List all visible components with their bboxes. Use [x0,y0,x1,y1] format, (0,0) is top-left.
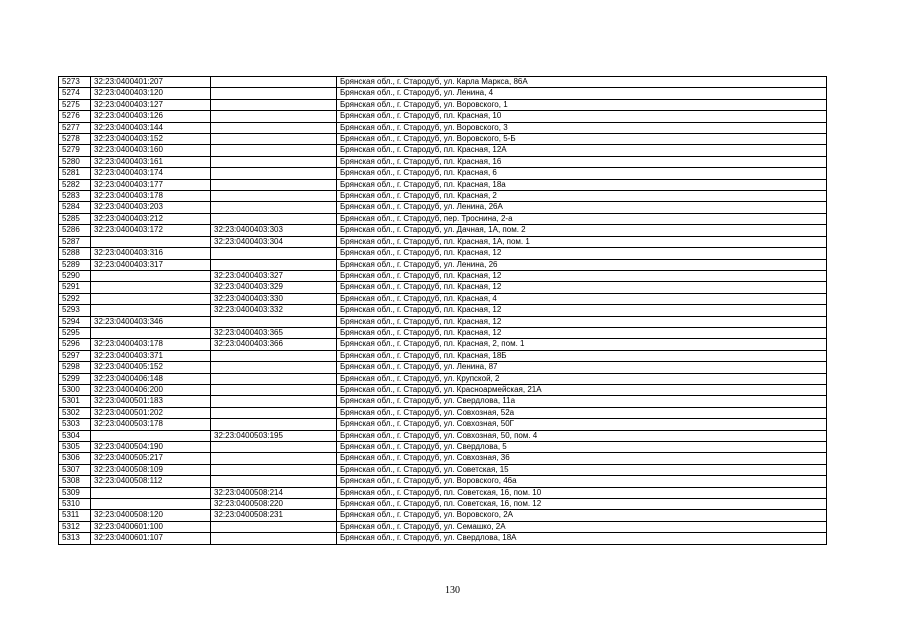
address-cell: Брянская обл., г. Стародуб, ул. Карла Маркса, 86А [337,77,827,88]
table-row [59,179,827,190]
table-row [59,305,827,316]
parcel-cadastral-cell [91,293,211,304]
table-row [59,453,827,464]
row-number-cell: 5287 [59,236,91,247]
row-number-cell: 5303 [59,419,91,430]
building-cadastral-cell [211,202,337,213]
row-number-cell: 5289 [59,259,91,270]
address-cell: Брянская обл., г. Стародуб, пл. Красная, 2 [337,191,827,202]
row-number-cell: 5275 [59,99,91,110]
table-row [59,396,827,407]
address-cell: Брянская обл., г. Стародуб, пл. Красная, 6 [337,168,827,179]
row-number-cell: 5277 [59,122,91,133]
address-cell: Брянская обл., г. Стародуб, ул. Совхозная, 50Г [337,419,827,430]
parcel-cadastral-cell: 32:23:0400403:144 [91,122,211,133]
row-number-cell: 5297 [59,350,91,361]
parcel-cadastral-cell [91,499,211,510]
parcel-cadastral-cell: 32:23:0400403:178 [91,339,211,350]
address-cell: Брянская обл., г. Стародуб, пл. Красная, 1А, пом. 1 [337,236,827,247]
table-row [59,339,827,350]
parcel-cadastral-cell [91,282,211,293]
building-cadastral-cell [211,419,337,430]
row-number-cell: 5300 [59,384,91,395]
parcel-cadastral-cell [91,270,211,281]
row-number-cell: 5276 [59,111,91,122]
address-cell: Брянская обл., г. Стародуб, ул. Ленина, 87 [337,362,827,373]
building-cadastral-cell: 32:23:0400403:329 [211,282,337,293]
building-cadastral-cell [211,213,337,224]
table-row [59,156,827,167]
table-row [59,213,827,224]
parcel-cadastral-cell: 32:23:0400508:112 [91,476,211,487]
registry-table-body [59,77,827,545]
building-cadastral-cell: 32:23:0400508:220 [211,499,337,510]
address-cell: Брянская обл., г. Стародуб, ул. Воровского, 1 [337,99,827,110]
address-cell: Брянская обл., г. Стародуб, ул. Свердлова, 18А [337,533,827,544]
address-cell: Брянская обл., г. Стародуб, ул. Ленина, 4 [337,88,827,99]
address-cell: Брянская обл., г. Стародуб, ул. Ленина, 26А [337,202,827,213]
address-cell: Брянская обл., г. Стародуб, ул. Свердлова, 5 [337,442,827,453]
parcel-cadastral-cell: 32:23:0400508:109 [91,464,211,475]
table-row [59,384,827,395]
table-row [59,419,827,430]
building-cadastral-cell [211,191,337,202]
building-cadastral-cell [211,77,337,88]
building-cadastral-cell [211,168,337,179]
row-number-cell: 5278 [59,134,91,145]
parcel-cadastral-cell: 32:23:0400403:178 [91,191,211,202]
parcel-cadastral-cell: 32:23:0400504:190 [91,442,211,453]
address-cell: Брянская обл., г. Стародуб, ул. Совхозная, 36 [337,453,827,464]
address-cell: Брянская обл., г. Стародуб, пл. Красная, 12 [337,316,827,327]
table-row [59,442,827,453]
building-cadastral-cell [211,384,337,395]
table-row [59,533,827,544]
parcel-cadastral-cell: 32:23:0400405:152 [91,362,211,373]
row-number-cell: 5284 [59,202,91,213]
parcel-cadastral-cell: 32:23:0400403:371 [91,350,211,361]
table-row [59,122,827,133]
table-row [59,499,827,510]
parcel-cadastral-cell: 32:23:0400403:212 [91,213,211,224]
address-cell: Брянская обл., г. Стародуб, пл. Красная, 4 [337,293,827,304]
parcel-cadastral-cell: 32:23:0400403:203 [91,202,211,213]
row-number-cell: 5296 [59,339,91,350]
parcel-cadastral-cell [91,430,211,441]
table-row [59,362,827,373]
parcel-cadastral-cell: 32:23:0400601:107 [91,533,211,544]
building-cadastral-cell [211,464,337,475]
row-number-cell: 5281 [59,168,91,179]
address-cell: Брянская обл., г. Стародуб, пл. Красная, 12 [337,248,827,259]
row-number-cell: 5310 [59,499,91,510]
table-row [59,202,827,213]
row-number-cell: 5313 [59,533,91,544]
address-cell: Брянская обл., г. Стародуб, ул. Воровского, 46а [337,476,827,487]
parcel-cadastral-cell: 32:23:0400403:172 [91,225,211,236]
address-cell: Брянская обл., г. Стародуб, ул. Свердлова, 11а [337,396,827,407]
table-row [59,259,827,270]
row-number-cell: 5302 [59,407,91,418]
address-cell: Брянская обл., г. Стародуб, пл. Красная, 12 [337,327,827,338]
address-cell: Брянская обл., г. Стародуб, ул. Воровского, 5-Б [337,134,827,145]
address-cell: Брянская обл., г. Стародуб, ул. Семашко, 2А [337,521,827,532]
building-cadastral-cell [211,156,337,167]
table-row [59,134,827,145]
table-row [59,99,827,110]
table-row [59,407,827,418]
row-number-cell: 5286 [59,225,91,236]
building-cadastral-cell [211,476,337,487]
parcel-cadastral-cell: 32:23:0400406:200 [91,384,211,395]
row-number-cell: 5308 [59,476,91,487]
table-row [59,327,827,338]
table-row [59,145,827,156]
row-number-cell: 5273 [59,77,91,88]
parcel-cadastral-cell: 32:23:0400403:152 [91,134,211,145]
building-cadastral-cell [211,88,337,99]
row-number-cell: 5279 [59,145,91,156]
building-cadastral-cell [211,145,337,156]
row-number-cell: 5304 [59,430,91,441]
row-number-cell: 5288 [59,248,91,259]
row-number-cell: 5299 [59,373,91,384]
address-cell: Брянская обл., г. Стародуб, пл. Красная, 18а [337,179,827,190]
table-row [59,111,827,122]
table-row [59,248,827,259]
table-row [59,225,827,236]
building-cadastral-cell: 32:23:0400403:366 [211,339,337,350]
building-cadastral-cell: 32:23:0400403:304 [211,236,337,247]
parcel-cadastral-cell: 32:23:0400403:161 [91,156,211,167]
building-cadastral-cell [211,521,337,532]
page-number: 130 [445,585,460,596]
table-row [59,510,827,521]
building-cadastral-cell [211,407,337,418]
table-row [59,521,827,532]
address-cell: Брянская обл., г. Стародуб, пер. Троснина, 2-а [337,213,827,224]
table-row [59,316,827,327]
parcel-cadastral-cell: 32:23:0400403:177 [91,179,211,190]
address-cell: Брянская обл., г. Стародуб, ул. Советская, 15 [337,464,827,475]
row-number-cell: 5307 [59,464,91,475]
address-cell: Брянская обл., г. Стародуб, ул. Совхозная, 52а [337,407,827,418]
address-cell: Брянская обл., г. Стародуб, ул. Совхозная, 50, пом. 4 [337,430,827,441]
table-row [59,88,827,99]
building-cadastral-cell: 32:23:0400508:231 [211,510,337,521]
parcel-cadastral-cell: 32:23:0400403:160 [91,145,211,156]
parcel-cadastral-cell: 32:23:0400508:120 [91,510,211,521]
row-number-cell: 5292 [59,293,91,304]
address-cell: Брянская обл., г. Стародуб, пл. Красная, 16 [337,156,827,167]
row-number-cell: 5280 [59,156,91,167]
parcel-cadastral-cell: 32:23:0400406:148 [91,373,211,384]
table-row [59,191,827,202]
address-cell: Брянская обл., г. Стародуб, пл. Красная, 12 [337,270,827,281]
parcel-cadastral-cell: 32:23:0400403:126 [91,111,211,122]
building-cadastral-cell [211,396,337,407]
building-cadastral-cell [211,99,337,110]
address-cell: Брянская обл., г. Стародуб, ул. Воровского, 2А [337,510,827,521]
parcel-cadastral-cell: 32:23:0400403:317 [91,259,211,270]
row-number-cell: 5294 [59,316,91,327]
building-cadastral-cell [211,453,337,464]
address-cell: Брянская обл., г. Стародуб, пл. Красная, 12 [337,305,827,316]
parcel-cadastral-cell: 32:23:0400501:202 [91,407,211,418]
building-cadastral-cell: 32:23:0400403:327 [211,270,337,281]
address-cell: Брянская обл., г. Стародуб, пл. Красная, 12 [337,282,827,293]
row-number-cell: 5311 [59,510,91,521]
building-cadastral-cell: 32:23:0400403:330 [211,293,337,304]
parcel-cadastral-cell: 32:23:0400403:346 [91,316,211,327]
row-number-cell: 5298 [59,362,91,373]
parcel-cadastral-cell: 32:23:0400501:183 [91,396,211,407]
parcel-cadastral-cell [91,236,211,247]
building-cadastral-cell [211,259,337,270]
row-number-cell: 5290 [59,270,91,281]
row-number-cell: 5309 [59,487,91,498]
table-row [59,350,827,361]
parcel-cadastral-cell: 32:23:0400505:217 [91,453,211,464]
row-number-cell: 5285 [59,213,91,224]
table-row [59,476,827,487]
table-row [59,77,827,88]
parcel-cadastral-cell: 32:23:0400403:174 [91,168,211,179]
row-number-cell: 5305 [59,442,91,453]
registry-table [58,76,827,545]
row-number-cell: 5293 [59,305,91,316]
building-cadastral-cell [211,122,337,133]
address-cell: Брянская обл., г. Стародуб, пл. Советская, 16, пом. 10 [337,487,827,498]
table-row [59,430,827,441]
address-cell: Брянская обл., г. Стародуб, пл. Красная, 2, пом. 1 [337,339,827,350]
parcel-cadastral-cell: 32:23:0400503:178 [91,419,211,430]
row-number-cell: 5295 [59,327,91,338]
building-cadastral-cell [211,111,337,122]
row-number-cell: 5291 [59,282,91,293]
building-cadastral-cell [211,350,337,361]
parcel-cadastral-cell: 32:23:0400403:316 [91,248,211,259]
address-cell: Брянская обл., г. Стародуб, пл. Советская, 16, пом. 12 [337,499,827,510]
table-row [59,282,827,293]
building-cadastral-cell [211,533,337,544]
building-cadastral-cell: 32:23:0400508:214 [211,487,337,498]
parcel-cadastral-cell [91,487,211,498]
address-cell: Брянская обл., г. Стародуб, пл. Красная, 10 [337,111,827,122]
table-row [59,168,827,179]
address-cell: Брянская обл., г. Стародуб, ул. Ленина, 26 [337,259,827,270]
parcel-cadastral-cell: 32:23:0400601:100 [91,521,211,532]
building-cadastral-cell [211,373,337,384]
building-cadastral-cell: 32:23:0400403:365 [211,327,337,338]
building-cadastral-cell [211,362,337,373]
row-number-cell: 5283 [59,191,91,202]
building-cadastral-cell: 32:23:0400403:332 [211,305,337,316]
row-number-cell: 5301 [59,396,91,407]
parcel-cadastral-cell [91,327,211,338]
building-cadastral-cell [211,248,337,259]
row-number-cell: 5306 [59,453,91,464]
parcel-cadastral-cell: 32:23:0400403:127 [91,99,211,110]
table-row [59,293,827,304]
parcel-cadastral-cell: 32:23:0400403:120 [91,88,211,99]
address-cell: Брянская обл., г. Стародуб, ул. Дачная, 1А, пом. 2 [337,225,827,236]
table-row [59,236,827,247]
address-cell: Брянская обл., г. Стародуб, ул. Воровского, 3 [337,122,827,133]
address-cell: Брянская обл., г. Стародуб, пл. Красная, 12А [337,145,827,156]
table-row [59,270,827,281]
address-cell: Брянская обл., г. Стародуб, ул. Красноармейская, 21А [337,384,827,395]
building-cadastral-cell [211,134,337,145]
address-cell: Брянская обл., г. Стародуб, ул. Крупской, 2 [337,373,827,384]
table-row [59,373,827,384]
building-cadastral-cell [211,442,337,453]
row-number-cell: 5312 [59,521,91,532]
building-cadastral-cell [211,316,337,327]
row-number-cell: 5274 [59,88,91,99]
table-row [59,487,827,498]
parcel-cadastral-cell [91,305,211,316]
table-row [59,464,827,475]
building-cadastral-cell: 32:23:0400503:195 [211,430,337,441]
building-cadastral-cell [211,179,337,190]
building-cadastral-cell: 32:23:0400403:303 [211,225,337,236]
address-cell: Брянская обл., г. Стародуб, пл. Красная, 18Б [337,350,827,361]
row-number-cell: 5282 [59,179,91,190]
parcel-cadastral-cell: 32:23:0400401:207 [91,77,211,88]
